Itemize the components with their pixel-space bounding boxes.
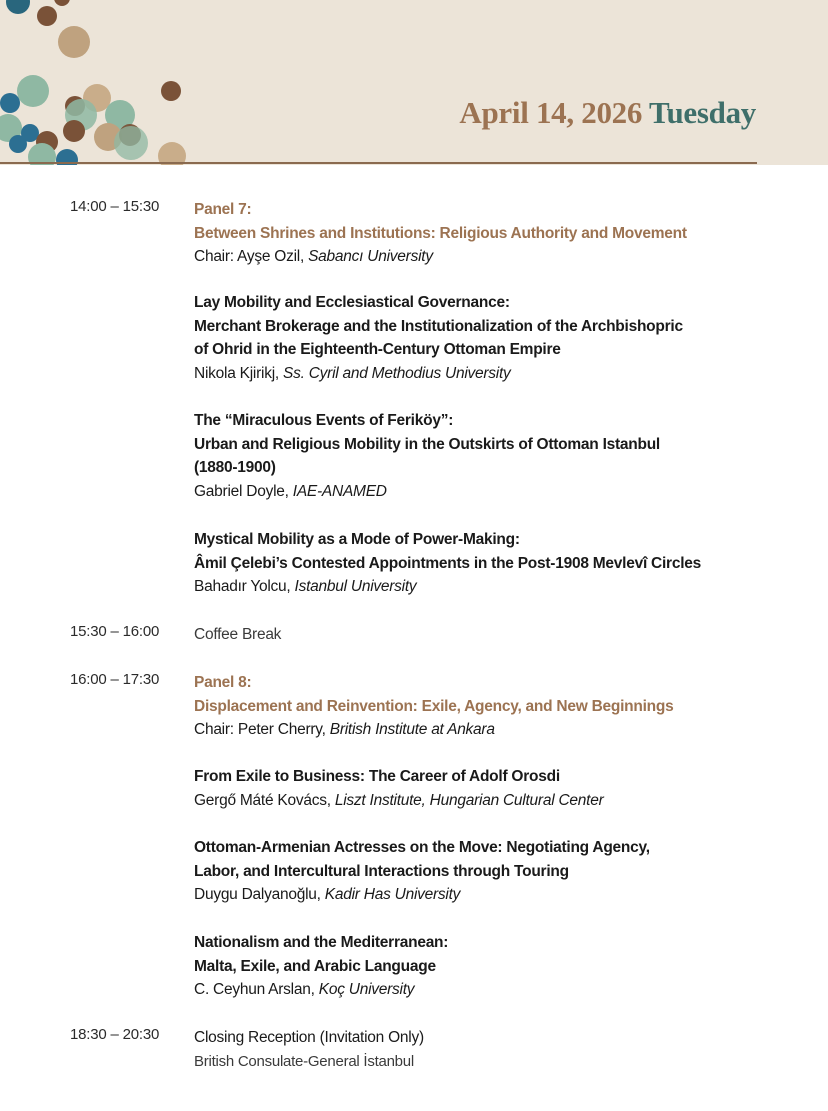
page-title-date <box>459 95 756 131</box>
author-name: Nikola Kjirikj, <box>194 365 284 383</box>
author-affiliation: Ss. Cyril and Methodius University <box>283 365 511 383</box>
author-name: Bahadır Yolcu, <box>194 578 295 596</box>
weekday-text: Tuesday <box>648 95 756 130</box>
paper-title-line: Âmil Çelebi’s Contested Appointments in the Post-1908 Mevlevî Circles <box>194 554 702 572</box>
paper-author <box>194 978 774 1002</box>
author-name: C. Ceyhun Arslan, <box>194 981 319 999</box>
author-affiliation: Koç University <box>318 981 415 999</box>
paper-title-line: (1880-1900) <box>194 459 276 477</box>
paper-title-line: The “Miraculous Events of Feriköy”: <box>194 412 454 429</box>
paper-author <box>194 362 774 386</box>
author-name: Gergő Máté Kovács, <box>194 791 335 809</box>
paper-author <box>194 575 774 599</box>
session-time: 18:30 – 20:30 <box>70 1026 160 1043</box>
paper-title-line: of Ohrid in the Eighteenth-Century Ottoman Empire <box>194 341 561 359</box>
chair-name: Chair: Ayşe Ozil, <box>194 248 309 266</box>
paper-title-line: From Exile to Business: The Career of Adolf Orosdi <box>194 768 560 785</box>
author-name: Duygu Dalyanoğlu, <box>194 886 325 904</box>
author-affiliation: Liszt Institute, Hungarian Cultural Center <box>334 791 604 809</box>
paper-title-line: Nationalism and the Mediterranean: <box>194 934 449 951</box>
panel-chair <box>194 718 774 742</box>
author-affiliation: IAE-ANAMED <box>292 483 387 501</box>
panel-title: Displacement and Reinvention: Exile, Agency, and New Beginnings <box>194 697 674 715</box>
decorative-dots <box>0 0 200 165</box>
author-affiliation: Kadir Has University <box>324 886 461 904</box>
paper-author <box>194 480 774 504</box>
paper-title-line: Merchant Brokerage and the Institutionalization of the Archbishopric <box>194 317 683 335</box>
author-name: Gabriel Doyle, <box>194 483 293 501</box>
paper-title-line: Lay Mobility and Ecclesiastical Governance: <box>194 294 510 311</box>
chair-affiliation: British Institute at Ankara <box>329 721 495 739</box>
session-time: 14:00 – 15:30 <box>70 198 160 215</box>
paper-title-line: Urban and Religious Mobility in the Outskirts of Ottoman Istanbul <box>194 435 660 453</box>
page-header <box>0 0 828 165</box>
session-time: 16:00 – 17:30 <box>70 671 160 688</box>
closing-title: Closing Reception (Invitation Only) <box>194 1029 424 1046</box>
date-text: April 14, 2026 <box>459 95 643 130</box>
panel-title: Between Shrines and Institutions: Religious Authority and Movement <box>194 224 687 242</box>
paper-title-line: Malta, Exile, and Arabic Language <box>194 957 436 975</box>
paper-title-line: Labor, and Intercultural Interactions through Touring <box>194 862 569 880</box>
chair-name: Chair: Peter Cherry, <box>194 721 330 739</box>
paper-title-line: Mystical Mobility as a Mode of Power-Making: <box>194 531 520 548</box>
paper-author <box>194 883 774 907</box>
header-divider <box>0 162 757 164</box>
session-time: 15:30 – 16:00 <box>70 623 160 640</box>
closing-venue: British Consulate-General İstanbul <box>194 1052 414 1070</box>
chair-affiliation: Sabancı University <box>308 248 433 266</box>
panel-label: Panel 7: <box>194 201 252 218</box>
coffee-break-label: Coffee Break <box>194 626 282 643</box>
panel-label: Panel 8: <box>194 674 252 691</box>
paper-title-line: Ottoman-Armenian Actresses on the Move: Negotiating Agency, <box>194 839 650 856</box>
author-affiliation: Istanbul University <box>294 578 417 596</box>
paper-author <box>194 789 774 813</box>
panel-chair <box>194 245 774 269</box>
